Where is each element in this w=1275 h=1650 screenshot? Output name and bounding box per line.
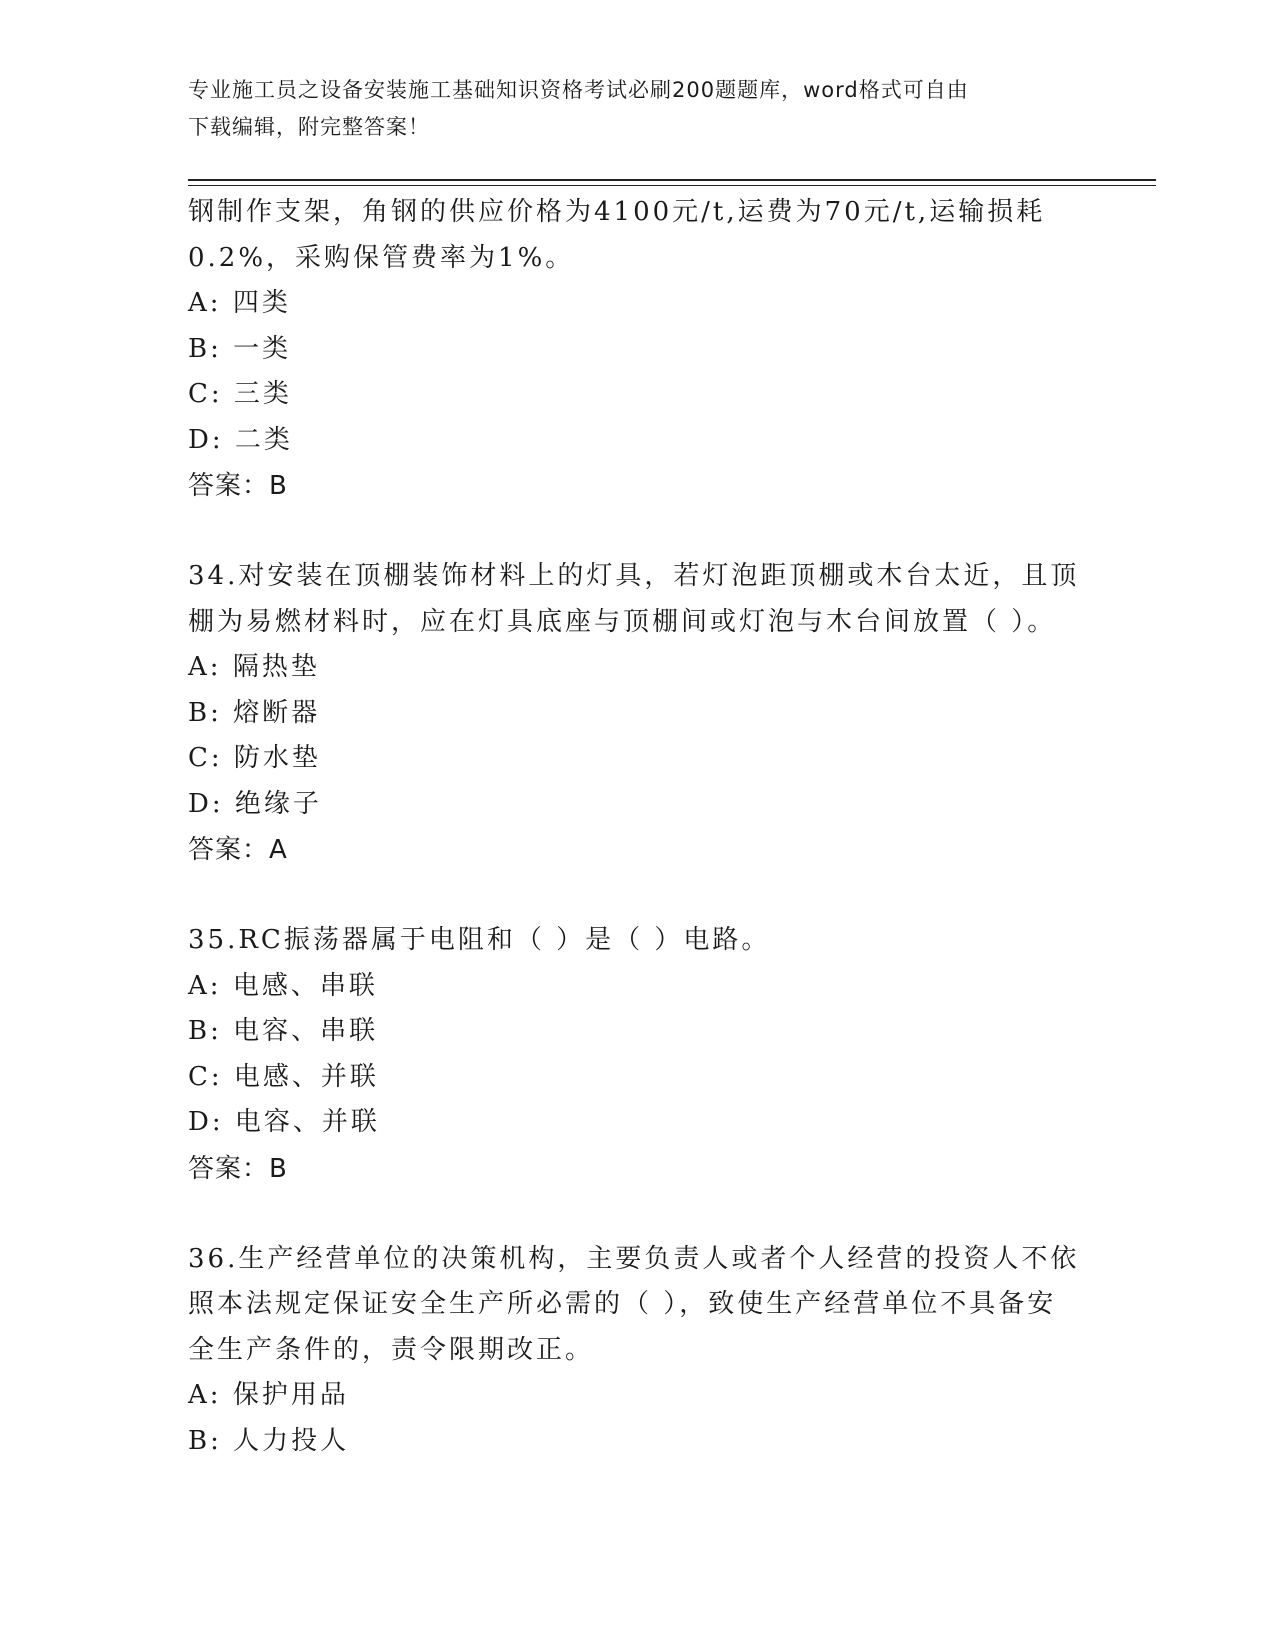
question-stem-line: 35.RC振荡器属于电阻和（ ）是（ ）电路。: [188, 925, 771, 955]
answer-line: 答案：A: [188, 835, 288, 865]
option-letter: C:: [188, 1061, 223, 1092]
option-d: [188, 418, 1088, 464]
option-a: [188, 1373, 1088, 1419]
option-text: 电感、串联: [232, 970, 378, 1001]
option-d: [188, 782, 1088, 828]
option-b: [188, 327, 1088, 373]
question-block: [188, 554, 1088, 873]
option-text: 熔断器: [233, 697, 321, 728]
option-d: [188, 1100, 1088, 1146]
option-b: [188, 691, 1088, 737]
option-letter: B:: [188, 333, 222, 364]
question-block: [188, 1237, 1088, 1465]
option-a: [188, 645, 1088, 691]
option-letter: A:: [188, 1380, 222, 1410]
option-letter: C:: [188, 743, 223, 773]
document-header: [188, 72, 1088, 146]
question-stem-line: 全生产条件的，责令限期改正。: [188, 1334, 595, 1365]
option-a: [188, 281, 1088, 327]
question-block: [188, 190, 1088, 509]
header-divider-thick: [188, 179, 1156, 181]
option-letter: D:: [188, 1107, 224, 1137]
option-text: 绝缘子: [234, 788, 322, 819]
option-text: 隔热垫: [232, 652, 320, 682]
option-b: [188, 1419, 1088, 1465]
header-line-1: 专业施工员之设备安装施工基础知识资格考试必刷200题题库，word格式可自由: [188, 78, 969, 102]
option-a: [188, 964, 1088, 1010]
option-c: [188, 1055, 1088, 1101]
question-stem-line: 0.2%，采购保管费率为1%。: [188, 242, 575, 273]
answer-line: 答案：B: [188, 471, 288, 501]
option-letter: B:: [188, 1016, 222, 1046]
option-letter: D:: [188, 424, 224, 455]
option-text: 防水垫: [233, 743, 321, 773]
question-stem-line: 棚为易燃材料时，应在灯具底座与顶棚间或灯泡与木台间放置（ ）。: [188, 606, 1057, 637]
option-text: 人力投人: [233, 1425, 350, 1456]
option-letter: B:: [188, 1425, 222, 1456]
option-text: 保护用品: [232, 1380, 349, 1410]
option-text: 电感、并联: [233, 1061, 379, 1092]
option-letter: B:: [188, 697, 222, 728]
option-text: 四类: [232, 288, 291, 318]
option-c: [188, 372, 1088, 418]
header-line-2: 下载编辑，附完整答案！: [188, 115, 430, 139]
option-letter: A:: [188, 652, 222, 682]
question-stem-line: 钢制作支架，角钢的供应价格为4100元/t,运费为70元/t,运输损耗: [188, 197, 1046, 227]
question-stem-line: 照本法规定保证安全生产所必需的（ ），致使生产经营单位不具备安: [188, 1289, 1057, 1319]
option-letter: C:: [188, 379, 223, 409]
question-list: [188, 190, 1088, 1464]
option-b: [188, 1009, 1088, 1055]
option-text: 电容、并联: [234, 1107, 380, 1137]
option-c: [188, 736, 1088, 782]
option-letter: A:: [188, 970, 222, 1001]
header-divider-thin: [188, 185, 1156, 186]
option-letter: A:: [188, 288, 222, 318]
question-block: [188, 918, 1088, 1192]
option-text: 一类: [233, 333, 292, 364]
option-text: 二类: [234, 424, 293, 455]
answer-line: 答案：B: [188, 1153, 288, 1184]
option-letter: D:: [188, 788, 224, 819]
question-stem-line: 36.生产经营单位的决策机构，主要负责人或者个人经营的投资人不依: [188, 1243, 1080, 1274]
question-stem-line: 34.对安装在顶棚装饰材料上的灯具，若灯泡距顶棚或木台太近，且顶: [188, 561, 1080, 591]
option-text: 电容、串联: [233, 1016, 379, 1046]
option-text: 三类: [233, 379, 292, 409]
